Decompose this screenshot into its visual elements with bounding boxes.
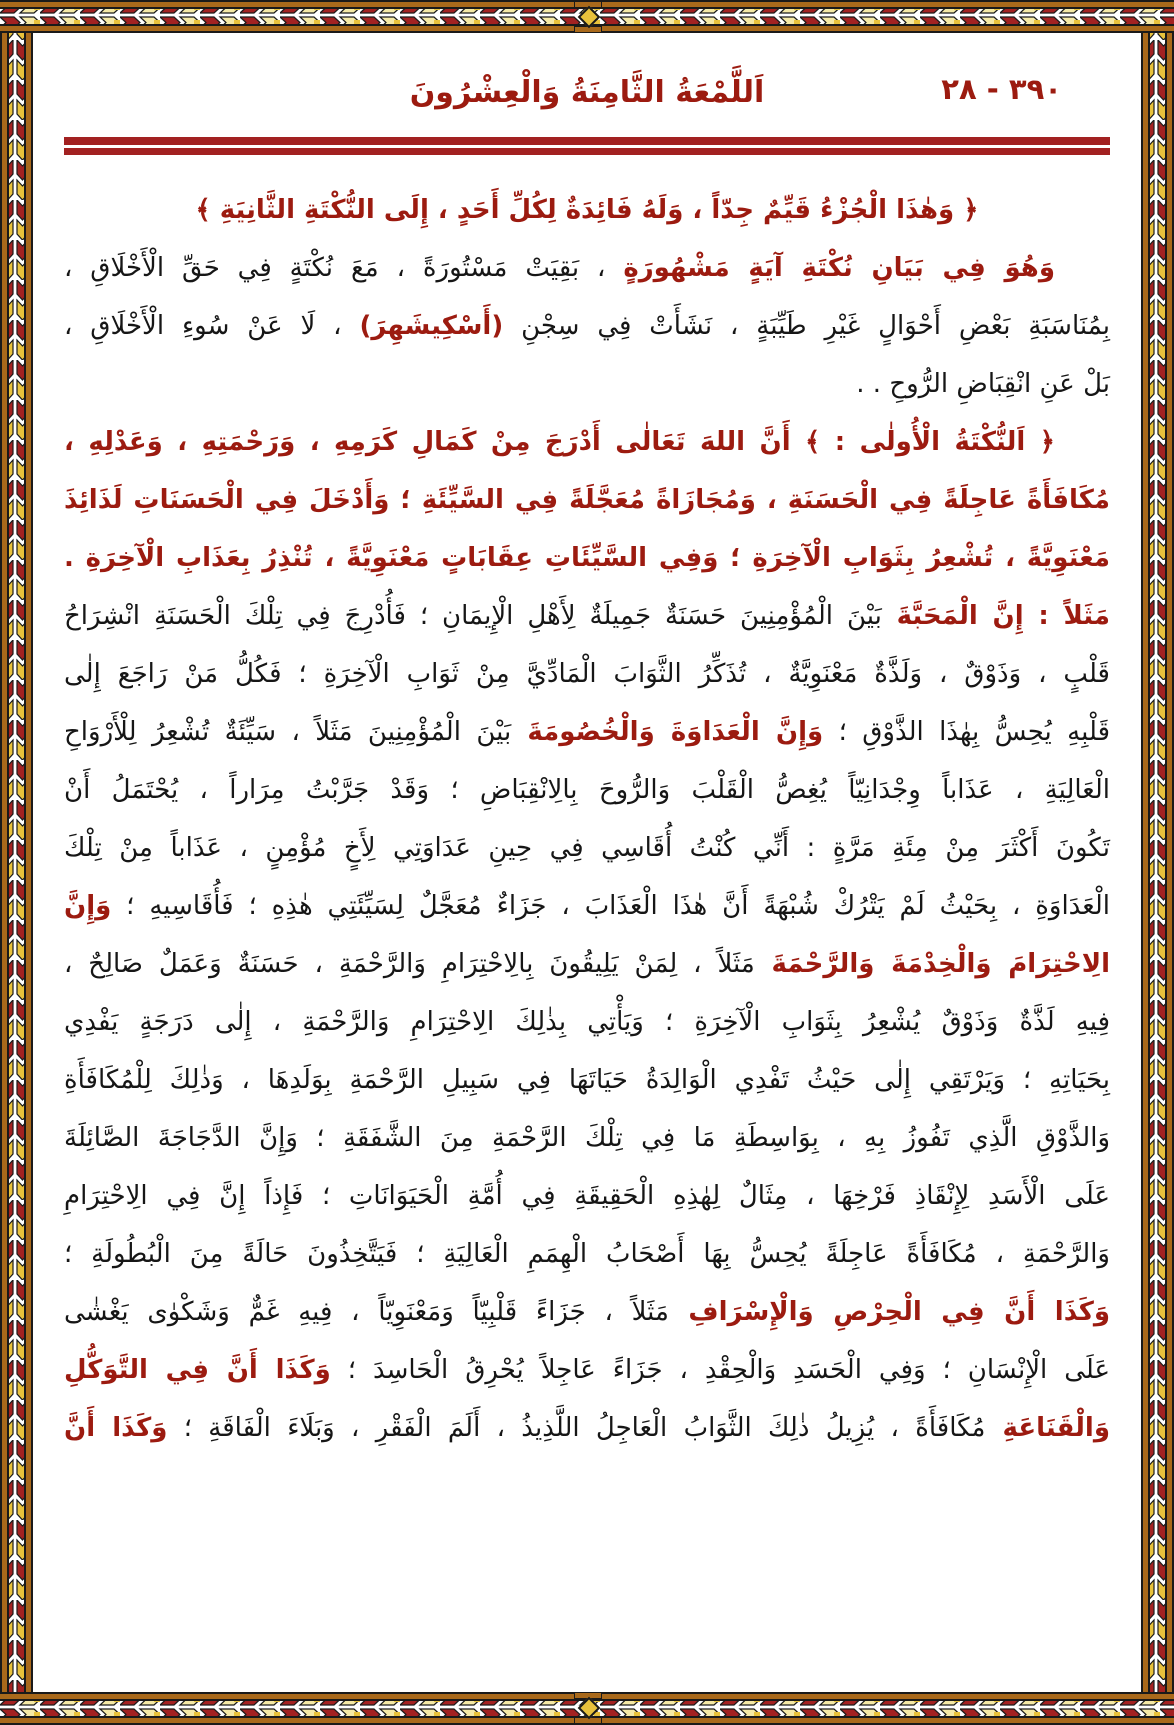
text-segment-black: ، لَا عَنْ سُوءِ الْأَخْلَاقِ ، — [64, 311, 360, 341]
text-line — [64, 529, 1110, 587]
text-line — [64, 1167, 1110, 1225]
text-segment-black: وَالرَّحْمَةِ ، مُكَافَأَةً عَاجِلَةً يُحِسُّ بِهَا أَصْحَابُ الْهِمَمِ الْعَالِيَةِ ؛ فَيَتَّخِذُونَ حَالَةً مِنَ الْبُطُولَةِ ؛ — [64, 1239, 1110, 1269]
text-segment-black: مُكَافَأَةً ، يُزِيلُ ذٰلِكَ الثَّوَابُ الْعَاجِلُ اللَّذِيذُ ، أَلَمَ الْفَقْرِ ، وَبَلَاءَ الْفَاقَةِ ؛ — [167, 1413, 986, 1443]
text-segment-black: ، بَقِيَتْ مَسْتُورَةً ، مَعَ نُكْتَةٍ فِي حَقِّ الْأَخْلَاقِ ، — [64, 253, 624, 283]
text-segment-red: وَكَذَا أَنَّ — [64, 1413, 168, 1443]
text-segment-red: وَكَذَا أَنَّ فِي الْحِرْصِ وَالْإِسْرَافِ — [668, 1297, 1110, 1327]
text-segment-red: مَثَلاً : إِنَّ الْمَحَبَّةَ — [881, 601, 1110, 631]
text-segment-black: بَلْ عَنِ انْقِبَاضِ الرُّوحِ . . — [856, 369, 1110, 399]
text-segment-red: مَعْنَوِيَّةً ، تُشْعِرُ بِثَوَابِ الْآخِرَةِ ؛ وَفِي السَّيِّئَاتِ عِقَابَاتٍ مَعْنَوِيَّةً ، تُنْذِرُ بِعَذَابِ الْآخِرَةِ . — [64, 543, 1110, 573]
text-line — [64, 819, 1110, 877]
text-line — [64, 645, 1110, 703]
text-segment-black: عَلَى الْإِنْسَانِ ؛ وَفِي الْحَسَدِ وَالْحِقْدِ ، جَزَاءً عَاجِلاً يُحْرِقُ الْحَاسِدَ ؛ — [330, 1355, 1110, 1385]
text-segment-black: بَيْنَ الْمُؤْمِنِينَ مَثَلاً ، سَيِّئَةٌ تُشْعِرُ لِلْأَرْوَاحِ — [64, 717, 512, 747]
text-segment-black: قَلْبِهِ يُحِسُّ بِهٰذَا الذَّوْقِ ؛ — [823, 717, 1110, 747]
text-line — [64, 1109, 1110, 1167]
text-segment-black: الْعَدَاوَةِ ، بِحَيْثُ لَمْ يَتْرُكْ شُبْهَةً أَنَّ هٰذَا الْعَذَابَ ، جَزَاءٌ مُعَجَّلٌ لِسَيِّئَتِي هٰذِهِ ؛ فَأُقَاسِيهِ ؛ — [111, 891, 1110, 921]
text-segment-black: مَثَلاً ، جَزَاءً قَلْبِيّاً وَمَعْنَوِيّاً ، فِيهِ غَمٌّ وَشَكْوٰى يَغْشٰى — [64, 1297, 669, 1327]
header-double-rule — [64, 137, 1110, 155]
text-segment-red: (أَسْكِيشَهِرَ) — [359, 311, 504, 341]
text-line — [64, 239, 1110, 297]
text-segment-red: وَإِنَّ — [64, 891, 112, 921]
text-line — [64, 877, 1110, 935]
text-line — [64, 587, 1110, 645]
text-segment-red: الِاحْتِرَامَ وَالْخِدْمَةَ وَالرَّحْمَةَ — [754, 949, 1110, 979]
page-header — [64, 70, 1110, 116]
frame-right-border — [1141, 0, 1174, 1725]
text-line — [64, 1225, 1110, 1283]
text-segment-black: الْعَالِيَةِ ، عَذَاباً وِجْدَانِيّاً يُغِصُّ الْقَلْبَ وَالرُّوحَ بِالِانْقِبَاضِ ؛ وَقَدْ جَرَّبْتُ مِرَاراً ، يُحْتَمَلُ أَنْ — [64, 775, 1110, 805]
text-line — [64, 297, 1110, 355]
frame-left-border — [0, 0, 33, 1725]
rule-bar-bottom — [64, 148, 1110, 155]
text-line — [64, 181, 1110, 239]
text-line — [64, 355, 1110, 413]
text-line — [64, 413, 1110, 471]
text-segment-black: بَيْنَ الْمُؤْمِنِينَ حَسَنَةٌ جَمِيلَةٌ لِأَهْلِ الْإِيمَانِ ؛ فَأُدْرِجَ فِي تِلْكَ الْحَسَنَةِ انْشِرَاحُ — [64, 601, 882, 631]
text-segment-black: مَثَلاً ، لِمَنْ يَلِيقُونَ بِالِاحْتِرَامِ وَالرَّحْمَةِ ، حَسَنَةٌ وَعَمَلٌ صَالِحٌ ، — [64, 949, 755, 979]
chapter-title: اَللَّمْعَةُ الثَّامِنَةُ وَالْعِشْرُونَ — [409, 75, 765, 110]
text-segment-red: مُكَافَأَةً عَاجِلَةً فِي الْحَسَنَةِ ، وَمُجَازَاةً مُعَجَّلَةً فِي السَّيِّئَةِ ؛ وَأَدْخَلَ فِي الْحَسَنَاتِ لَذَائِذَ — [64, 485, 1110, 515]
text-segment-red: وَكَذَا أَنَّ فِي التَّوَكُّلِ — [64, 1355, 331, 1385]
text-segment-black: بِحَيَاتِهِ ؛ وَيَرْتَقِي إِلٰى حَيْثُ تَفْدِي الْوَالِدَةُ حَيَاتَهَا فِي سَبِيلِ الرَّحْمَةِ بِوَلَدِهَا ، وَذٰلِكَ لِلْمُكَافَأَةِ — [64, 1065, 1110, 1095]
text-segment-red: وَالْقَنَاعَةِ — [985, 1413, 1111, 1443]
text-segment-black: بِمُنَاسَبَةِ بَعْضِ أَحْوَالٍ غَيْرِ طَيِّبَةٍ ، نَشَأَتْ فِي سِجْنِ — [503, 311, 1110, 341]
text-line — [64, 935, 1110, 993]
text-segment-red: ﴿ وَهٰذَا الْجُزْءُ قَيِّمٌ جِدّاً ، وَلَهُ فَائِدَةٌ لِكُلِّ أَحَدٍ ، إِلَى النُّكْتَةِ الثَّانِيَةِ ﴾ — [195, 195, 979, 225]
text-segment-black: وَالذَّوْقِ الَّذِي تَفُوزُ بِهِ ، بِوَاسِطَةِ مَا فِي تِلْكَ الرَّحْمَةِ مِنَ الشَّفَقَةِ ؛ وَإِنَّ الدَّجَاجَةَ الصَّائِلَةَ — [64, 1123, 1110, 1153]
text-line — [64, 703, 1110, 761]
text-segment-black: عَلَى الْأَسَدِ لِإِنْقَاذِ فَرْخِهَا ، مِثَالٌ لِهٰذِهِ الْحَقِيقَةِ فِي أُمَّةِ الْحَيَوَانَاتِ ؛ فَإِذاً إِنَّ فِي الِاحْتِرَامِ — [64, 1181, 1110, 1211]
text-segment-black: تَكُونَ أَكْثَرَ مِنْ مِئَةِ مَرَّةٍ : أَنِّي كُنْتُ أُقَاسِي فِي حِينِ عَدَاوَتِي لِأَخٍ مُؤْمِنٍ ، عَذَاباً مِنْ تِلْكَ — [64, 833, 1110, 863]
text-line — [64, 761, 1110, 819]
text-line — [64, 1051, 1110, 1109]
text-segment-black: فِيهِ لَذَّةٌ وَذَوْقٌ يُشْعِرُ بِثَوَابِ الْآخِرَةِ ؛ وَيَأْتِي بِذٰلِكَ الِاحْتِرَامِ وَالرَّحْمَةِ ، إِلٰى دَرَجَةٍ يَفْدِي — [64, 1007, 1110, 1037]
text-line — [64, 1399, 1110, 1457]
text-segment-red: وَهُوَ فِي بَيَانِ نُكْتَةِ آيَةٍ مَشْهُورَةٍ — [623, 253, 1055, 283]
text-body — [64, 181, 1110, 1457]
page-number: ٣٩٠ - ٢٨ — [941, 72, 1062, 106]
text-segment-red: وَإِنَّ الْعَدَاوَةَ وَالْخُصُومَةَ — [511, 717, 824, 747]
text-line — [64, 1341, 1110, 1399]
text-segment-black: قَلْبٍ ، وَذَوْقٌ ، وَلَذَّةٌ مَعْنَوِيَّةٌ ، تُذَكِّرُ الثَّوَابَ الْمَادِّيَّ مِنْ ثَوَابِ الْآخِرَةِ ؛ فَكُلُّ مَنْ رَاجَعَ إِلٰى — [64, 659, 1110, 689]
text-line — [64, 1283, 1110, 1341]
text-line — [64, 471, 1110, 529]
rule-bar-top — [64, 137, 1110, 145]
text-segment-red: ﴿ اَلنُّكْتَةُ الْأُولٰى : ﴾ أَنَّ اللهَ تَعَالٰى أَدْرَجَ مِنْ كَمَالِ كَرَمِهِ ، وَرَحْمَتِهِ ، وَعَدْلِهِ ، — [64, 427, 1055, 457]
text-line — [64, 993, 1110, 1051]
